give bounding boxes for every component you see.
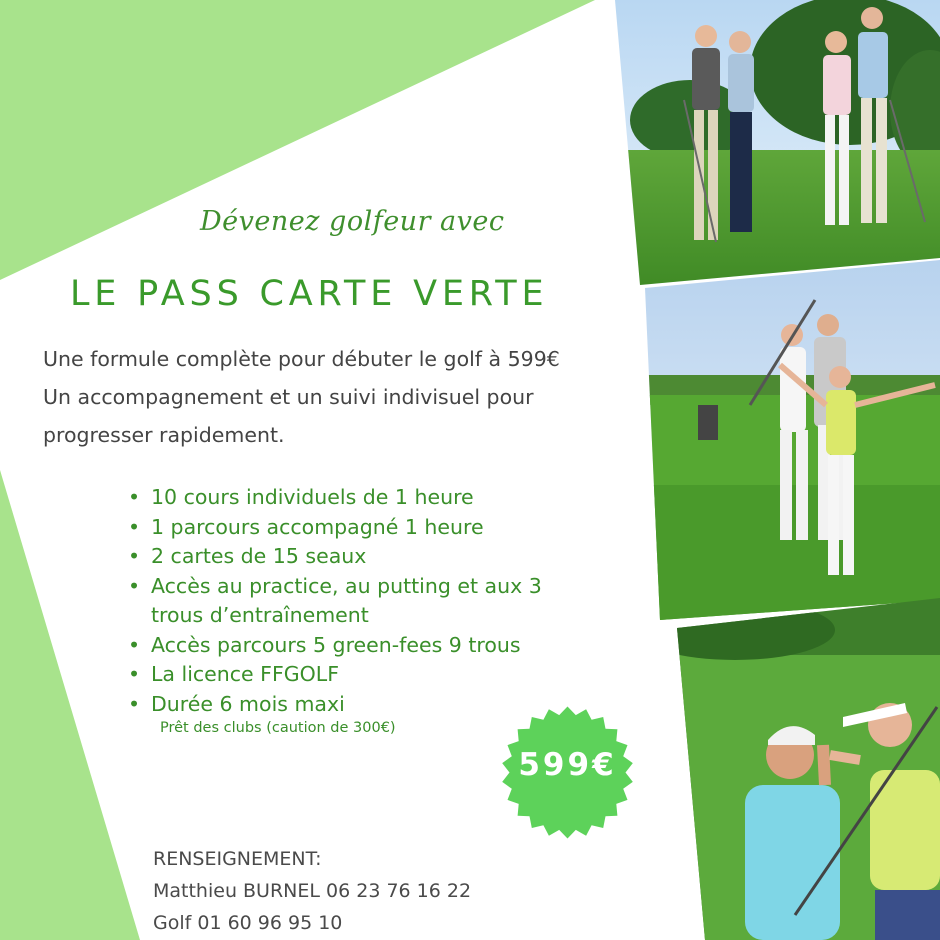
list-item: • Accès parcours 5 green-fees 9 trous [128, 631, 542, 661]
page-title: LE PASS CARTE VERTE [70, 274, 549, 314]
feature-list [128, 483, 542, 719]
price-badge-label: 599€ [518, 747, 617, 783]
list-item-continuation: trous d’entraînement [151, 603, 369, 627]
bullet-icon: • [128, 662, 141, 686]
high-five-photo [675, 595, 940, 940]
seniors-group-photo [0, 0, 940, 290]
bullet-icon: • [128, 632, 141, 657]
bottom-left-green-triangle [0, 470, 140, 940]
family-golf-photo [640, 255, 940, 625]
bullet-icon: • [128, 485, 141, 509]
bullet-icon: • [128, 514, 141, 539]
bullet-icon: • [128, 691, 141, 716]
contact-person: Matthieu BURNEL 06 23 76 16 22 [153, 880, 472, 902]
list-item: • La licence FFGOLF [128, 660, 542, 690]
contact-heading: RENSEIGNEMENT: [153, 848, 322, 870]
bullet-icon: • [128, 544, 141, 568]
contact-golf: Golf 01 60 96 95 10 [153, 912, 343, 934]
list-item: • Durée 6 mois maxi [128, 690, 542, 720]
club-loan-note: Prêt des clubs (caution de 300€) [160, 720, 396, 736]
tagline: Dévenez golfeur avec [200, 206, 505, 237]
bullet-icon: • [128, 573, 141, 598]
intro-line: Un accompagnement et un suivi indivisuel pour [43, 385, 534, 409]
intro-line: progresser rapidement. [43, 423, 285, 447]
intro-paragraph [43, 340, 643, 454]
intro-line: Une formule complète pour débuter le golf à 599€ [43, 347, 560, 371]
list-item: • 2 cartes de 15 seaux [128, 542, 542, 572]
list-item: • 10 cours individuels de 1 heure [128, 483, 542, 513]
list-item: • 1 parcours accompagné 1 heure [128, 513, 542, 543]
list-item: • Accès au practice, au putting et aux 3 [128, 572, 542, 602]
contact-block [153, 843, 471, 939]
